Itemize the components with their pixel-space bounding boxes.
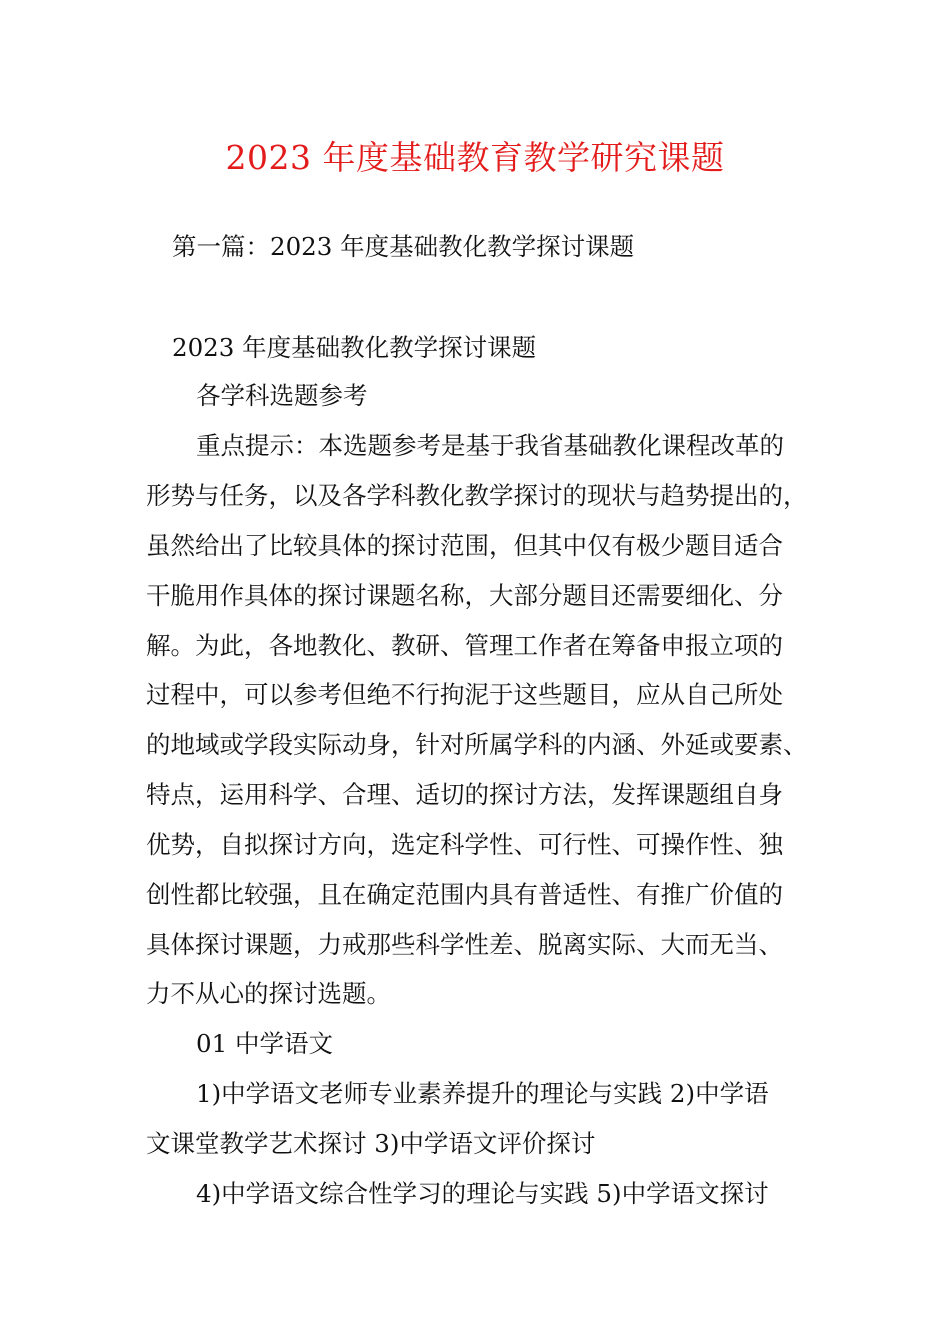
- paragraph-line: 形势与任务，以及各学科教化教学探讨的现状与趋势提出的，: [146, 481, 808, 510]
- topic-line: 文课堂教学艺术探讨 3)中学语文评价探讨: [146, 1129, 596, 1158]
- sub-title: 2023 年度基础教化教学探讨课题: [172, 333, 537, 362]
- paragraph-line: 解。为此，各地教化、教研、管理工作者在筹备申报立项的: [146, 631, 783, 660]
- paragraph-line: 力不从心的探讨选题。: [146, 979, 391, 1008]
- section-title: 第一篇：2023 年度基础教化教学探讨课题: [172, 232, 635, 261]
- paragraph-line: 重点提示：本选题参考是基于我省基础教化课程改革的: [196, 431, 784, 460]
- paragraph-line: 特点，运用科学、合理、适切的探讨方法，发挥课题组自身: [146, 780, 783, 809]
- subject-reference-heading: 各学科选题参考: [196, 381, 368, 410]
- document-title: 2023 年度基础教育教学研究课题: [225, 138, 725, 177]
- paragraph-line: 优势，自拟探讨方向，选定科学性、可行性、可操作性、独: [146, 830, 783, 859]
- topic-line: 1)中学语文老师专业素养提升的理论与实践 2)中学语: [196, 1079, 769, 1108]
- subject-heading: 01 中学语文: [196, 1029, 333, 1058]
- paragraph-line: 虽然给出了比较具体的探讨范围，但其中仅有极少题目适合: [146, 531, 783, 560]
- paragraph-line: 具体探讨课题，力戒那些科学性差、脱离实际、大而无当、: [146, 930, 783, 959]
- paragraph-line: 干脆用作具体的探讨课题名称，大部分题目还需要细化、分: [146, 581, 783, 610]
- paragraph-line: 过程中，可以参考但绝不行拘泥于这些题目，应从自己所处: [146, 680, 783, 709]
- topic-line: 4)中学语文综合性学习的理论与实践 5)中学语文探讨: [196, 1179, 769, 1208]
- paragraph-line: 创性都比较强，且在确定范围内具有普适性、有推广价值的: [146, 880, 783, 909]
- paragraph-line: 的地域或学段实际动身，针对所属学科的内涵、外延或要素、: [146, 730, 808, 759]
